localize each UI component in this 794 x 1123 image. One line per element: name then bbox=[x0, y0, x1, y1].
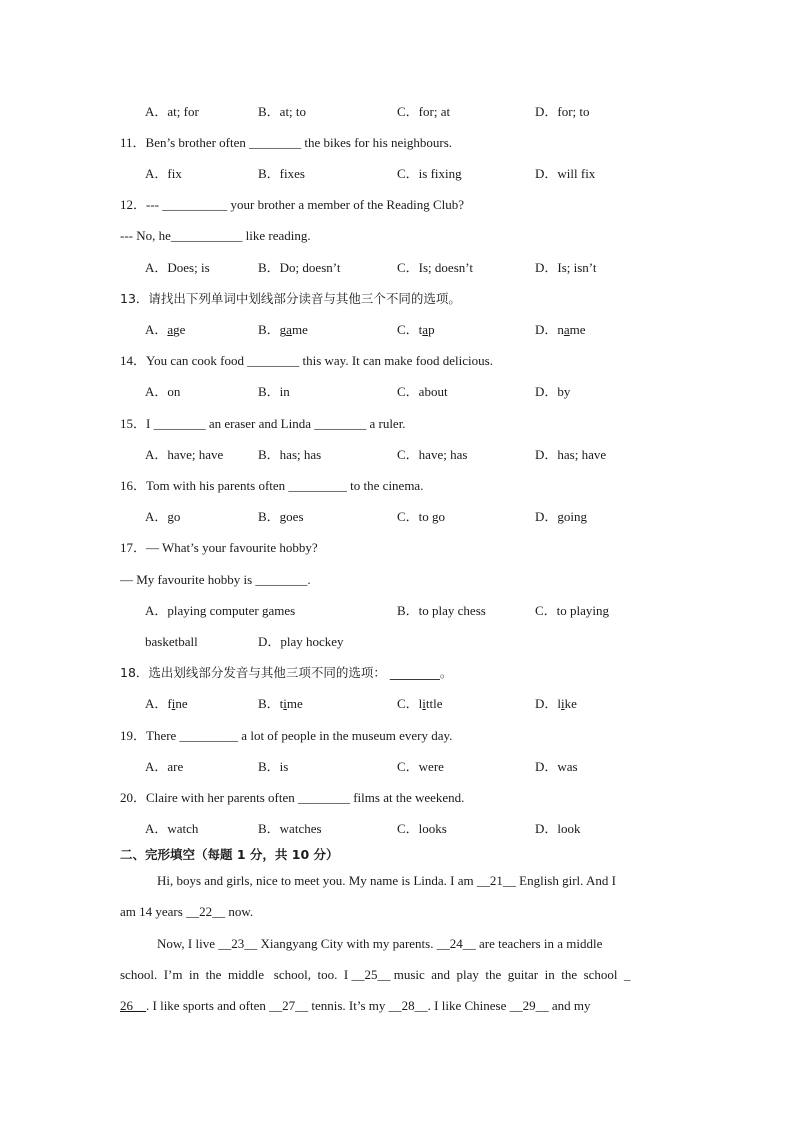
option-prefix: B． bbox=[258, 696, 280, 711]
word-part: ne bbox=[175, 696, 188, 711]
word-part: l bbox=[418, 696, 423, 711]
q17-option-c[interactable]: C．to playing bbox=[535, 603, 610, 618]
word-part: ke bbox=[564, 696, 577, 711]
q15-stem: 15．I ________ an eraser and Linda ________ a ruler. bbox=[120, 416, 406, 431]
underlined-letter: a bbox=[563, 322, 570, 337]
q18-option-d[interactable] bbox=[535, 696, 577, 712]
word-part: t bbox=[418, 322, 423, 337]
word-part: me bbox=[569, 322, 586, 337]
q14-option-b[interactable]: B．in bbox=[258, 384, 290, 399]
passage-line-5 bbox=[120, 998, 591, 1014]
q20-option-c[interactable]: C．looks bbox=[397, 821, 447, 836]
passage-text: and my bbox=[548, 998, 591, 1013]
blank-24[interactable]: __24__ bbox=[436, 936, 476, 951]
q17-option-d[interactable]: D．play hockey bbox=[258, 634, 344, 649]
underlined-letter: i bbox=[171, 696, 176, 711]
option-prefix: D． bbox=[535, 322, 558, 337]
word-part: g bbox=[279, 322, 287, 337]
word-part: ge bbox=[173, 322, 186, 337]
option-prefix: D． bbox=[535, 696, 558, 711]
passage-line-1 bbox=[157, 873, 616, 889]
q19-option-d[interactable]: D．was bbox=[535, 759, 578, 774]
passage-text: am 14 years bbox=[120, 904, 187, 919]
passage-line-4 bbox=[120, 967, 631, 983]
q16-stem: 16．Tom with his parents often _________ to the cinema. bbox=[120, 478, 424, 493]
q10-option-d[interactable]: D．for; to bbox=[535, 104, 590, 119]
q12-stem: 12．--- __________ your brother a member of the Reading Club? bbox=[120, 197, 465, 212]
word-part: me bbox=[286, 696, 303, 711]
blank-23[interactable]: __23__ bbox=[218, 936, 258, 951]
passage-text: Now, I live bbox=[157, 936, 219, 951]
q16-option-b[interactable]: B．goes bbox=[258, 509, 304, 524]
passage-text: school. I’m in the middle school, too. I bbox=[120, 967, 352, 982]
q13-option-a[interactable] bbox=[145, 322, 185, 338]
q13-option-c[interactable] bbox=[397, 322, 435, 338]
q12-option-d[interactable]: D．Is; isn’t bbox=[535, 260, 597, 275]
q12-option-a[interactable]: A．Does; is bbox=[145, 260, 210, 275]
passage-text: Hi, boys and girls, nice to meet you. My name is Linda. I am bbox=[157, 873, 477, 888]
underlined-letter: a bbox=[286, 322, 292, 337]
passage-text: . I like sports and often bbox=[146, 998, 270, 1013]
passage-line-2 bbox=[120, 904, 253, 920]
q18-option-c[interactable] bbox=[397, 696, 443, 712]
option-prefix: A． bbox=[145, 696, 168, 711]
underlined-letter: i bbox=[561, 696, 565, 711]
underlined-letter: a bbox=[422, 322, 429, 337]
blank-26[interactable]: 26__ bbox=[120, 998, 146, 1013]
q11-option-d[interactable]: D．will fix bbox=[535, 166, 596, 181]
q10-option-b[interactable]: B．at; to bbox=[258, 104, 307, 119]
blank-28[interactable]: __28__ bbox=[388, 998, 428, 1013]
word-part: n bbox=[557, 322, 564, 337]
option-prefix: A． bbox=[145, 322, 168, 337]
passage-text: Xiangyang City with my parents. bbox=[257, 936, 437, 951]
q15-option-c[interactable]: C．have; has bbox=[397, 447, 468, 462]
blank-29[interactable]: __29__ bbox=[509, 998, 549, 1013]
underlined-letter: a bbox=[167, 322, 174, 337]
q16-option-c[interactable]: C．to go bbox=[397, 509, 446, 524]
blank-27[interactable]: __27__ bbox=[269, 998, 309, 1013]
passage-line-3 bbox=[157, 936, 602, 952]
q14-option-a[interactable]: A．on bbox=[145, 384, 181, 399]
q17-stem-reply: — My favourite hobby is ________. bbox=[120, 572, 311, 587]
q19-option-c[interactable]: C．were bbox=[397, 759, 444, 774]
q15-option-b[interactable]: B．has; has bbox=[258, 447, 322, 462]
q17-option-a[interactable]: A．playing computer games bbox=[145, 603, 296, 618]
word-part: ttle bbox=[425, 696, 443, 711]
q19-option-b[interactable]: B．is bbox=[258, 759, 289, 774]
word-part: p bbox=[428, 322, 435, 337]
q14-option-c[interactable]: C．about bbox=[397, 384, 448, 399]
q16-option-a[interactable]: A．go bbox=[145, 509, 181, 524]
word-part: f bbox=[167, 696, 172, 711]
q12-option-b[interactable]: B．Do; doesn’t bbox=[258, 260, 341, 275]
passage-text: . I like Chinese bbox=[427, 998, 510, 1013]
q14-option-d[interactable]: D．by bbox=[535, 384, 571, 399]
underlined-letter: i bbox=[283, 696, 287, 711]
q18-option-b[interactable] bbox=[258, 696, 303, 712]
q18-stem: 18．选出划线部分发音与其他三项不同的选项： ________。 bbox=[120, 665, 453, 680]
passage-text: tennis. It’s my bbox=[308, 998, 389, 1013]
q15-option-a[interactable]: A．have; have bbox=[145, 447, 224, 462]
passage-text: are teachers in a middle bbox=[475, 936, 603, 951]
word-part: t bbox=[279, 696, 284, 711]
option-prefix: C． bbox=[397, 322, 419, 337]
blank-22[interactable]: __22__ bbox=[186, 904, 226, 919]
blank-25[interactable]: __25__ bbox=[351, 967, 391, 982]
q19-option-a[interactable]: A．are bbox=[145, 759, 184, 774]
option-prefix: B． bbox=[258, 322, 280, 337]
q18-option-a[interactable] bbox=[145, 696, 188, 712]
q11-option-a[interactable]: A．fix bbox=[145, 166, 182, 181]
passage-text: now. bbox=[225, 904, 254, 919]
q20-option-a[interactable]: A．watch bbox=[145, 821, 199, 836]
section-heading-cloze: 二、完形填空（每题 1 分，共 10 分） bbox=[120, 847, 339, 862]
blank-21[interactable]: __21__ bbox=[476, 873, 516, 888]
q10-option-c[interactable]: C．for; at bbox=[397, 104, 451, 119]
underlined-letter: i bbox=[422, 696, 426, 711]
q17-option-c-continued[interactable]: basketball bbox=[145, 634, 198, 649]
q15-option-d[interactable]: D．has; have bbox=[535, 447, 607, 462]
q20-stem: 20．Claire with her parents often ________ films at the weekend. bbox=[120, 790, 465, 805]
q20-option-d[interactable]: D．look bbox=[535, 821, 581, 836]
q11-stem: 11．Ben’s brother often ________ the bikes for his neighbours. bbox=[120, 135, 453, 150]
q12-option-c[interactable]: C．Is; doesn’t bbox=[397, 260, 473, 275]
q17-option-b[interactable]: B．to play chess bbox=[397, 603, 486, 618]
word-part: l bbox=[557, 696, 562, 711]
q13-option-b[interactable] bbox=[258, 322, 308, 338]
q11-option-b[interactable]: B．fixes bbox=[258, 166, 305, 181]
q11-option-c[interactable]: C．is fixing bbox=[397, 166, 462, 181]
passage-text: music and play the guitar in the school _ bbox=[390, 967, 631, 982]
q12-stem-reply: --- No, he___________ like reading. bbox=[120, 228, 311, 243]
q17-stem: 17．— What’s your favourite hobby? bbox=[120, 540, 318, 555]
q10-option-a[interactable]: A．at; for bbox=[145, 104, 199, 119]
word-part: me bbox=[291, 322, 308, 337]
option-prefix: C． bbox=[397, 696, 419, 711]
q16-option-d[interactable]: D．going bbox=[535, 509, 588, 524]
q14-stem: 14．You can cook food ________ this way. It can make food delicious. bbox=[120, 353, 493, 368]
q13-option-d[interactable] bbox=[535, 322, 586, 338]
q13-stem: 13．请找出下列单词中划线部分读音与其他三个不同的选项。 bbox=[120, 291, 461, 306]
passage-text: English girl. And I bbox=[515, 873, 616, 888]
q19-stem: 19．There _________ a lot of people in the museum every day. bbox=[120, 728, 453, 743]
q20-option-b[interactable]: B．watches bbox=[258, 821, 322, 836]
